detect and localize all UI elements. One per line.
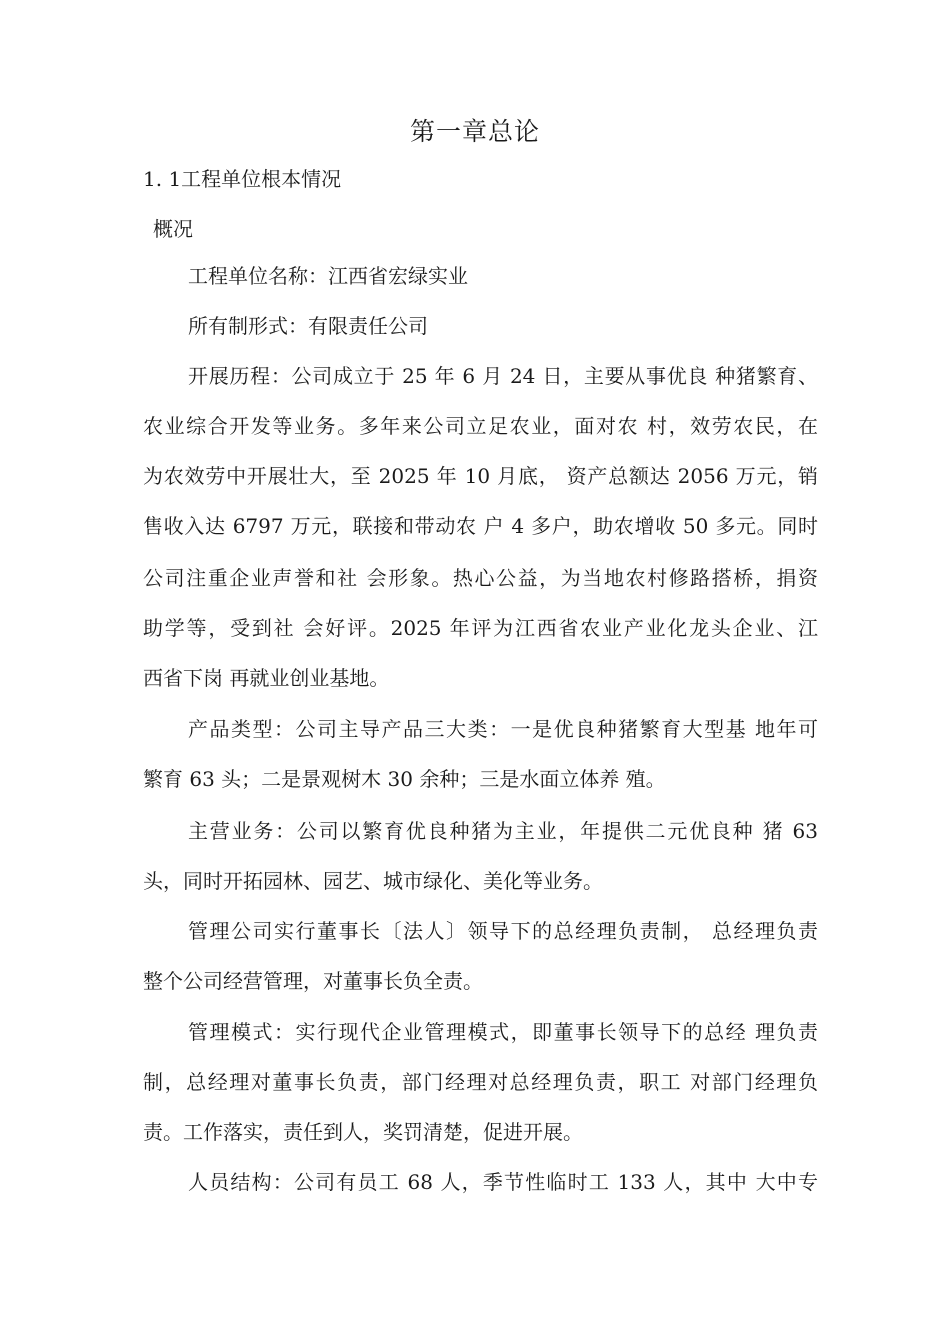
paragraph-line: 产品类型：公司主导产品三大类：一是优良种猪繁育大型基 地年可	[188, 717, 818, 741]
paragraph-line: 头，同时开拓园林、园艺、城市绿化、美化等业务。	[143, 869, 603, 893]
paragraph-line: 农业综合开发等业务。多年来公司立足农业，面对农 村，效劳农民，在	[143, 414, 818, 438]
paragraph-line: 为农效劳中开展壮大，至 2025 年 10 月底， 资产总额达 2056 万元，销	[143, 464, 818, 488]
paragraph-line: 主营业务：公司以繁育优良种猪为主业，年提供二元优良种 猪 63	[188, 819, 818, 843]
paragraph-line: 公司注重企业声誉和社 会形象。热心公益，为当地农村修路搭桥，捐资	[143, 566, 818, 590]
paragraph-line: 助学等，受到社 会好评。2025 年评为江西省农业产业化龙头企业、江	[143, 616, 818, 640]
paragraph-line: 责。工作落实，责任到人，奖罚清楚，促进开展。	[143, 1120, 583, 1144]
paragraph-line: 开展历程：公司成立于 25 年 6 月 24 日，主要从事优良 种猪繁育、	[188, 364, 818, 388]
paragraph-line: 售收入达 6797 万元，联接和带动农 户 4 多户，助农增收 50 多元。同时	[143, 514, 818, 538]
paragraph-line: 西省下岗 再就业创业基地。	[143, 666, 390, 690]
paragraph-line: 工程单位名称：江西省宏绿实业	[188, 264, 468, 288]
section-heading: 1. 1工程单位根本情况	[143, 167, 342, 191]
paragraph-line: 管理模式：实行现代企业管理模式，即董事长领导下的总经 理负责	[188, 1020, 818, 1044]
paragraph-line: 繁育 63 头；二是景观树木 30 余种；三是水面立体养 殖。	[143, 767, 666, 791]
paragraph-line: 制，总经理对董事长负责，部门经理对总经理负责，职工 对部门经理负	[143, 1070, 818, 1094]
paragraph-line: 整个公司经营管理，对董事长负全责。	[143, 969, 483, 993]
paragraph-line: 管理公司实行董事长〔法人〕领导下的总经理负责制， 总经理负责	[188, 919, 818, 943]
paragraph-line: 所有制形式：有限责任公司	[188, 314, 428, 338]
chapter-title: 第一章总论	[409, 117, 540, 146]
subheading-overview: 概况	[153, 217, 193, 241]
paragraph-line: 人员结构：公司有员工 68 人，季节性临时工 133 人，其中 大中专	[188, 1170, 818, 1194]
